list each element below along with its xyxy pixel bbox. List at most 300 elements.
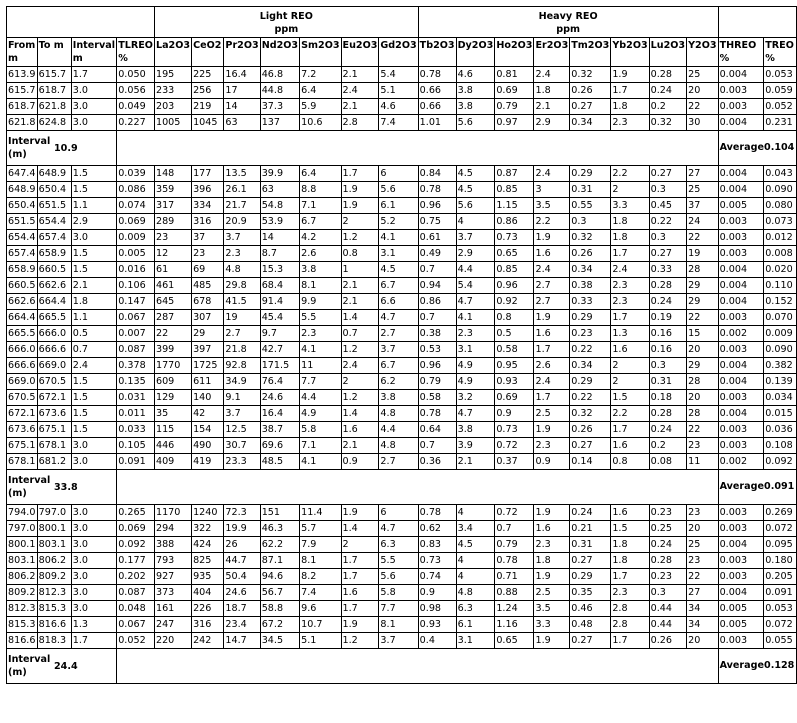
table-cell: 2.7 bbox=[379, 454, 418, 470]
table-cell: 0.067 bbox=[117, 617, 155, 633]
table-cell: 48.5 bbox=[260, 454, 299, 470]
table-cell: 69 bbox=[192, 262, 224, 278]
table-cell: 87.1 bbox=[260, 553, 299, 569]
table-cell: 15.3 bbox=[260, 262, 299, 278]
table-cell: 2.3 bbox=[300, 326, 341, 342]
table-cell: 0.011 bbox=[117, 406, 155, 422]
table-cell: 0.93 bbox=[418, 617, 456, 633]
table-cell: 2.9 bbox=[456, 246, 495, 262]
table-cell: 0.7 bbox=[341, 326, 379, 342]
table-cell: 0.94 bbox=[418, 278, 456, 294]
table-cell: 8.7 bbox=[260, 246, 299, 262]
group-header-blank-left bbox=[7, 7, 155, 38]
table-cell: 0.7 bbox=[418, 262, 456, 278]
table-cell: 44.8 bbox=[260, 83, 299, 99]
table-cell: 219 bbox=[192, 99, 224, 115]
table-cell: 816.6 bbox=[7, 633, 38, 649]
table-cell: 50.4 bbox=[224, 569, 260, 585]
table-cell: 2.7 bbox=[534, 294, 570, 310]
table-cell: 4.5 bbox=[456, 166, 495, 182]
table-cell: 68.4 bbox=[260, 278, 299, 294]
table-cell: 0.21 bbox=[570, 521, 611, 537]
table-cell: 3.8 bbox=[456, 422, 495, 438]
table-cell: 800.1 bbox=[7, 537, 38, 553]
table-cell: 30.7 bbox=[224, 438, 260, 454]
table-cell: 4.5 bbox=[456, 182, 495, 198]
table-cell: 0.087 bbox=[117, 585, 155, 601]
table-row bbox=[7, 310, 797, 326]
table-cell: 672.1 bbox=[37, 390, 71, 406]
table-cell: 615.7 bbox=[7, 83, 38, 99]
table-cell: 0.003 bbox=[718, 246, 764, 262]
table-cell: 2 bbox=[341, 537, 379, 553]
table-cell: 23 bbox=[687, 505, 718, 521]
table-cell: 37 bbox=[192, 230, 224, 246]
table-cell: 4 bbox=[456, 553, 495, 569]
table-cell: 0.005 bbox=[718, 617, 764, 633]
table-cell: 0.004 bbox=[718, 537, 764, 553]
table-cell: 1.8 bbox=[71, 294, 116, 310]
table-cell: 662.6 bbox=[7, 294, 38, 310]
table-cell: 39.9 bbox=[260, 166, 299, 182]
table-cell: 812.3 bbox=[37, 585, 71, 601]
average-summary bbox=[718, 470, 796, 505]
table-cell: 0.26 bbox=[570, 83, 611, 99]
table-cell: 673.6 bbox=[37, 406, 71, 422]
table-row bbox=[7, 198, 797, 214]
table-cell: 648.9 bbox=[7, 182, 38, 198]
table-cell: 388 bbox=[154, 537, 191, 553]
table-cell: 0.36 bbox=[418, 454, 456, 470]
table-cell: 0.92 bbox=[495, 294, 534, 310]
table-cell: 809.2 bbox=[7, 585, 38, 601]
table-cell: 0.38 bbox=[570, 278, 611, 294]
table-cell: 0.88 bbox=[495, 585, 534, 601]
table-cell: 0.039 bbox=[117, 166, 155, 182]
table-cell: 7.4 bbox=[379, 115, 418, 131]
table-cell: 618.7 bbox=[7, 99, 38, 115]
column-header-label: Tb2O3 bbox=[419, 40, 455, 51]
table-cell: 0.016 bbox=[117, 262, 155, 278]
table-cell: 1.5 bbox=[71, 390, 116, 406]
table-cell: 34.5 bbox=[260, 633, 299, 649]
table-cell: 0.003 bbox=[718, 214, 764, 230]
table-cell: 3.7 bbox=[224, 406, 260, 422]
table-cell: 63 bbox=[224, 115, 260, 131]
table-cell: 446 bbox=[154, 438, 191, 454]
table-cell: 3.0 bbox=[71, 585, 116, 601]
table-cell: 4.1 bbox=[456, 310, 495, 326]
table-cell: 58.8 bbox=[260, 601, 299, 617]
table-cell: 0.092 bbox=[117, 537, 155, 553]
table-cell: 0.007 bbox=[117, 326, 155, 342]
table-cell: 490 bbox=[192, 438, 224, 454]
table-cell: 0.78 bbox=[418, 406, 456, 422]
table-cell: 4.6 bbox=[379, 99, 418, 115]
table-cell: 1.9 bbox=[534, 422, 570, 438]
table-cell: 22 bbox=[154, 326, 191, 342]
table-cell: 30 bbox=[687, 115, 718, 131]
table-cell: 0.31 bbox=[649, 374, 686, 390]
column-header-label: Er2O3 bbox=[535, 40, 569, 51]
heavy-reo-group-header bbox=[418, 7, 718, 38]
table-row bbox=[7, 326, 797, 342]
table-cell: 29 bbox=[687, 294, 718, 310]
table-cell: 0.44 bbox=[649, 617, 686, 633]
table-cell: 5.4 bbox=[456, 278, 495, 294]
table-cell: 4.8 bbox=[379, 438, 418, 454]
table-cell: 4.1 bbox=[379, 230, 418, 246]
interval-value: 10.9 bbox=[54, 142, 78, 154]
table-cell: 0.16 bbox=[649, 326, 686, 342]
table-cell: 3.7 bbox=[379, 633, 418, 649]
table-cell: 0.16 bbox=[649, 342, 686, 358]
table-cell: 42 bbox=[192, 406, 224, 422]
table-cell: 2 bbox=[611, 182, 649, 198]
table-cell: 1.5 bbox=[71, 166, 116, 182]
table-cell: 0.62 bbox=[418, 521, 456, 537]
table-cell: 0.004 bbox=[718, 182, 764, 198]
table-cell: 0.9 bbox=[418, 585, 456, 601]
interval-summary bbox=[7, 131, 117, 166]
column-header-label: Pr2O3 bbox=[225, 40, 259, 51]
table-cell: 5.1 bbox=[379, 83, 418, 99]
table-cell: 1.8 bbox=[611, 230, 649, 246]
table-cell: 809.2 bbox=[37, 569, 71, 585]
column-header bbox=[611, 38, 649, 67]
table-cell: 2.4 bbox=[341, 83, 379, 99]
table-cell: 645 bbox=[154, 294, 191, 310]
column-header-unit: % bbox=[765, 53, 775, 64]
table-cell: 3.5 bbox=[534, 601, 570, 617]
table-cell: 419 bbox=[192, 454, 224, 470]
table-cell: 23.4 bbox=[224, 617, 260, 633]
table-cell: 3.2 bbox=[456, 390, 495, 406]
column-header-unit: % bbox=[719, 53, 730, 64]
table-cell: 0.4 bbox=[418, 633, 456, 649]
table-cell: 675.1 bbox=[7, 438, 38, 454]
table-cell: 14 bbox=[224, 99, 260, 115]
table-cell: 6.6 bbox=[379, 294, 418, 310]
table-cell: 803.1 bbox=[7, 553, 38, 569]
table-cell: 1.6 bbox=[611, 342, 649, 358]
table-row bbox=[7, 262, 797, 278]
table-cell: 669.0 bbox=[37, 358, 71, 374]
table-cell: 0.005 bbox=[117, 246, 155, 262]
table-cell: 0.180 bbox=[764, 553, 797, 569]
table-cell: 1.9 bbox=[341, 617, 379, 633]
table-cell: 1005 bbox=[154, 115, 191, 131]
table-cell: 654.4 bbox=[7, 230, 38, 246]
table-cell: 42.7 bbox=[260, 342, 299, 358]
table-cell: 0.58 bbox=[495, 342, 534, 358]
table-cell: 2.7 bbox=[224, 326, 260, 342]
table-cell: 0.23 bbox=[570, 326, 611, 342]
light-reo-title: Light REO bbox=[259, 11, 313, 22]
table-cell: 3.7 bbox=[379, 342, 418, 358]
column-header bbox=[379, 38, 418, 67]
table-cell: 660.5 bbox=[7, 278, 38, 294]
table-cell: 0.003 bbox=[718, 569, 764, 585]
table-cell: 316 bbox=[192, 617, 224, 633]
table-cell: 618.7 bbox=[37, 83, 71, 99]
table-cell: 3.0 bbox=[71, 99, 116, 115]
column-header bbox=[718, 38, 764, 67]
table-cell: 0.090 bbox=[764, 342, 797, 358]
table-cell: 1.7 bbox=[341, 553, 379, 569]
table-cell: 5.2 bbox=[379, 214, 418, 230]
table-cell: 10.7 bbox=[300, 617, 341, 633]
table-cell: 2.2 bbox=[611, 406, 649, 422]
table-cell: 0.33 bbox=[649, 262, 686, 278]
table-cell: 316 bbox=[192, 214, 224, 230]
table-cell: 9.1 bbox=[224, 390, 260, 406]
column-header-unit: m bbox=[72, 53, 83, 64]
column-header bbox=[37, 38, 71, 67]
average-value: 0.104 bbox=[764, 142, 795, 154]
table-cell: 0.9 bbox=[534, 454, 570, 470]
table-cell: 38.7 bbox=[260, 422, 299, 438]
table-cell: 0.231 bbox=[764, 115, 797, 131]
group-header-row bbox=[7, 7, 797, 38]
table-cell: 2.1 bbox=[341, 294, 379, 310]
table-cell: 678 bbox=[192, 294, 224, 310]
table-cell: 0.26 bbox=[649, 633, 686, 649]
table-cell: 8.2 bbox=[300, 569, 341, 585]
table-cell: 3.0 bbox=[71, 521, 116, 537]
table-cell: 0.97 bbox=[495, 115, 534, 131]
table-cell: 56.7 bbox=[260, 585, 299, 601]
table-cell: 19.9 bbox=[224, 521, 260, 537]
table-cell: 1.5 bbox=[611, 521, 649, 537]
table-cell: 1.3 bbox=[71, 617, 116, 633]
table-cell: 29 bbox=[192, 326, 224, 342]
table-cell: 1.8 bbox=[534, 553, 570, 569]
table-cell: 0.003 bbox=[718, 230, 764, 246]
light-reo-group-header bbox=[154, 7, 418, 38]
table-cell: 0.135 bbox=[117, 374, 155, 390]
table-cell: 61 bbox=[154, 262, 191, 278]
interval-summary-row bbox=[7, 649, 797, 684]
table-cell: 23 bbox=[154, 230, 191, 246]
table-cell: 461 bbox=[154, 278, 191, 294]
table-cell: 1.6 bbox=[611, 438, 649, 454]
table-cell: 0.227 bbox=[117, 115, 155, 131]
table-cell: 816.6 bbox=[37, 617, 71, 633]
table-cell: 5.5 bbox=[379, 553, 418, 569]
table-cell: 2.9 bbox=[71, 214, 116, 230]
table-cell: 2.2 bbox=[611, 166, 649, 182]
table-cell: 2.2 bbox=[534, 214, 570, 230]
table-cell: 0.003 bbox=[718, 633, 764, 649]
table-cell: 2.4 bbox=[71, 358, 116, 374]
table-cell: 1.7 bbox=[611, 422, 649, 438]
table-cell: 0.29 bbox=[570, 166, 611, 182]
table-cell: 0.95 bbox=[495, 358, 534, 374]
table-cell: 4.8 bbox=[456, 585, 495, 601]
table-cell: 0.33 bbox=[570, 294, 611, 310]
table-cell: 0.049 bbox=[117, 99, 155, 115]
table-cell: 11 bbox=[687, 454, 718, 470]
table-cell: 7.7 bbox=[379, 601, 418, 617]
table-cell: 5.4 bbox=[379, 67, 418, 83]
column-header-label: Dy2O3 bbox=[457, 40, 494, 51]
interval-label: Interval (m) bbox=[8, 475, 51, 499]
table-cell: 6.4 bbox=[300, 166, 341, 182]
table-cell: 18.7 bbox=[224, 601, 260, 617]
table-cell: 1770 bbox=[154, 358, 191, 374]
table-cell: 94.6 bbox=[260, 569, 299, 585]
table-cell: 1.6 bbox=[534, 246, 570, 262]
table-cell: 2.1 bbox=[341, 67, 379, 83]
table-cell: 67.2 bbox=[260, 617, 299, 633]
table-cell: 794.0 bbox=[7, 505, 38, 521]
column-header-label: From bbox=[8, 40, 36, 51]
table-cell: 0.44 bbox=[649, 601, 686, 617]
table-cell: 0.28 bbox=[649, 278, 686, 294]
table-cell: 69.6 bbox=[260, 438, 299, 454]
table-cell: 0.073 bbox=[764, 214, 797, 230]
table-cell: 611 bbox=[192, 374, 224, 390]
table-cell: 2.4 bbox=[341, 358, 379, 374]
table-cell: 0.38 bbox=[418, 326, 456, 342]
interval-label: Interval (m) bbox=[8, 136, 51, 160]
table-cell: 800.1 bbox=[37, 521, 71, 537]
table-cell: 6.1 bbox=[456, 617, 495, 633]
table-cell: 1.2 bbox=[341, 230, 379, 246]
table-cell: 25 bbox=[687, 67, 718, 83]
table-cell: 16.4 bbox=[260, 406, 299, 422]
table-cell: 0.8 bbox=[495, 310, 534, 326]
table-cell: 815.3 bbox=[7, 617, 38, 633]
table-cell: 3.8 bbox=[456, 99, 495, 115]
table-cell: 115 bbox=[154, 422, 191, 438]
table-cell: 818.3 bbox=[37, 633, 71, 649]
table-cell: 0.78 bbox=[418, 182, 456, 198]
table-cell: 13.5 bbox=[224, 166, 260, 182]
table-cell: 2.1 bbox=[534, 99, 570, 115]
average-value: 0.091 bbox=[764, 481, 795, 493]
table-cell: 22 bbox=[687, 99, 718, 115]
table-cell: 7.4 bbox=[300, 585, 341, 601]
table-cell: 0.46 bbox=[570, 601, 611, 617]
table-cell: 0.31 bbox=[570, 537, 611, 553]
table-cell: 0.003 bbox=[718, 310, 764, 326]
table-row bbox=[7, 214, 797, 230]
table-cell: 0.055 bbox=[764, 633, 797, 649]
table-cell: 0.73 bbox=[495, 422, 534, 438]
table-cell: 0.22 bbox=[570, 390, 611, 406]
table-cell: 650.4 bbox=[7, 198, 38, 214]
table-cell: 0.27 bbox=[649, 246, 686, 262]
table-row bbox=[7, 422, 797, 438]
column-header bbox=[534, 38, 570, 67]
table-cell: 46.8 bbox=[260, 67, 299, 83]
table-cell: 0.5 bbox=[71, 326, 116, 342]
table-cell: 670.5 bbox=[37, 374, 71, 390]
table-cell: 3.0 bbox=[71, 505, 116, 521]
table-cell: 4.4 bbox=[456, 262, 495, 278]
table-cell: 1.2 bbox=[341, 390, 379, 406]
table-cell: 681.2 bbox=[37, 454, 71, 470]
table-cell: 2.1 bbox=[71, 278, 116, 294]
table-cell: 0.34 bbox=[570, 358, 611, 374]
table-cell: 148 bbox=[154, 166, 191, 182]
table-cell: 20 bbox=[687, 83, 718, 99]
table-cell: 0.14 bbox=[570, 454, 611, 470]
table-cell: 0.020 bbox=[764, 262, 797, 278]
table-cell: 0.27 bbox=[570, 99, 611, 115]
table-cell: 3.1 bbox=[456, 342, 495, 358]
table-cell: 23 bbox=[687, 553, 718, 569]
table-cell: 4 bbox=[456, 214, 495, 230]
table-cell: 2 bbox=[341, 214, 379, 230]
table-cell: 2.4 bbox=[534, 262, 570, 278]
table-cell: 648.9 bbox=[37, 166, 71, 182]
average-summary bbox=[718, 649, 796, 684]
table-cell: 41.5 bbox=[224, 294, 260, 310]
table-cell: 2 bbox=[341, 374, 379, 390]
table-cell: 4.1 bbox=[300, 342, 341, 358]
table-cell: 0.65 bbox=[495, 633, 534, 649]
table-cell: 5.6 bbox=[456, 198, 495, 214]
table-cell: 3.0 bbox=[71, 454, 116, 470]
table-cell: 6.3 bbox=[379, 537, 418, 553]
table-cell: 0.003 bbox=[718, 438, 764, 454]
table-cell: 0.53 bbox=[418, 342, 456, 358]
table-cell: 0.7 bbox=[418, 438, 456, 454]
table-cell: 651.5 bbox=[37, 198, 71, 214]
table-cell: 0.24 bbox=[649, 294, 686, 310]
table-cell: 0.24 bbox=[649, 422, 686, 438]
table-cell: 171.5 bbox=[260, 358, 299, 374]
table-cell: 220 bbox=[154, 633, 191, 649]
table-row bbox=[7, 406, 797, 422]
table-cell: 34 bbox=[687, 601, 718, 617]
table-cell: 0.66 bbox=[418, 83, 456, 99]
table-cell: 7.9 bbox=[300, 537, 341, 553]
interval-label: Interval (m) bbox=[8, 654, 51, 678]
table-cell: 0.036 bbox=[764, 422, 797, 438]
table-cell: 0.074 bbox=[117, 198, 155, 214]
table-cell: 0.24 bbox=[570, 505, 611, 521]
table-cell: 1.6 bbox=[534, 326, 570, 342]
table-cell: 0.008 bbox=[764, 246, 797, 262]
table-cell: 0.26 bbox=[570, 422, 611, 438]
table-cell: 2.4 bbox=[534, 166, 570, 182]
table-cell: 0.85 bbox=[495, 262, 534, 278]
table-cell: 0.69 bbox=[495, 83, 534, 99]
table-cell: 0.19 bbox=[649, 310, 686, 326]
table-row bbox=[7, 342, 797, 358]
table-cell: 2.3 bbox=[456, 326, 495, 342]
table-cell: 9.9 bbox=[300, 294, 341, 310]
column-header-label: To m bbox=[38, 40, 64, 51]
table-cell: 1.4 bbox=[341, 406, 379, 422]
table-cell: 5.8 bbox=[379, 585, 418, 601]
table-cell: 2.7 bbox=[534, 278, 570, 294]
table-cell: 397 bbox=[192, 342, 224, 358]
table-cell: 797.0 bbox=[7, 521, 38, 537]
group-header-blank-right bbox=[718, 7, 796, 38]
table-cell: 0.012 bbox=[764, 230, 797, 246]
table-cell: 9.6 bbox=[300, 601, 341, 617]
column-header bbox=[260, 38, 299, 67]
table-cell: 12 bbox=[154, 246, 191, 262]
table-cell: 177 bbox=[192, 166, 224, 182]
table-cell: 1.8 bbox=[611, 553, 649, 569]
table-cell: 651.5 bbox=[7, 214, 38, 230]
